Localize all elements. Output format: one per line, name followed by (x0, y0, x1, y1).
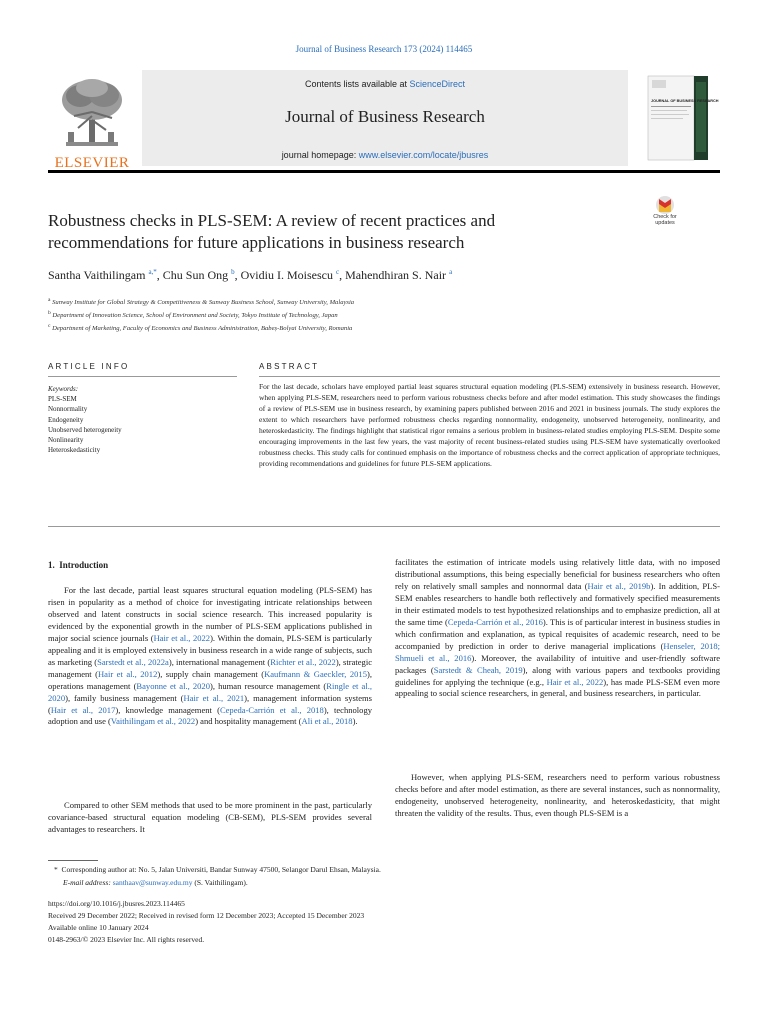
body-text: ), knowledge management ( (115, 704, 220, 715)
author-name[interactable]: Mahendhiran S. Nair (345, 268, 447, 282)
body-text: For the last decade, partial least squares structural equation modeling (PLS-SEM) has risen in popularity as a method of choice for investigating intricate relationships between observed and latent constructs in social science research. This increased popularity is evidenced by the exponential growth in the number of PLS-SEM applications published in major social science journals ( (48, 585, 372, 643)
publisher-wordmark: ELSEVIER (54, 155, 130, 171)
body-text: ), human resource management ( (209, 680, 327, 691)
citation-link[interactable]: Hair et al., 2022 (546, 676, 604, 687)
citation-link[interactable]: Hair et al., 2022 (153, 632, 211, 643)
keywords-label: Keywords: (48, 385, 79, 393)
citation-link[interactable]: Henseler, 2018; Shmueli et al., 2016 (395, 640, 720, 663)
body-text: ), family business management ( (65, 692, 184, 703)
body-text: ). Moreover, the availability of intuitive and user-friendly software packages ( (395, 652, 720, 675)
article-info-heading: ARTICLE INFO (48, 362, 130, 371)
affiliation-line (48, 308, 688, 321)
journal-citation-line[interactable]: Journal of Business Research 173 (2024) 114465 (295, 44, 473, 54)
author-name[interactable]: Ovidiu I. Moisescu (240, 268, 333, 282)
doi-link[interactable]: https://doi.org/10.1016/j.jbusres.2023.114465 (48, 899, 185, 908)
corresponding-author-note (54, 864, 714, 876)
citation-link[interactable]: Vaithilingam et al., 2022 (110, 716, 196, 727)
citation-link[interactable]: Richter et al., 2022 (270, 656, 336, 667)
cover-title: JOURNAL OF BUSINESS RESEARCH (651, 99, 719, 103)
section-title: Introduction (59, 560, 109, 570)
author-separator: , (156, 268, 163, 282)
body-right-column (395, 557, 720, 847)
affiliations (48, 295, 688, 335)
citation-link[interactable]: Ali et al., 2018 (301, 716, 353, 727)
masthead (48, 70, 720, 173)
received-dates: Received 29 December 2022; Received in revised form 12 December 2023; Accepted 15 December 2023 (48, 911, 365, 920)
crossmark-icon (646, 195, 684, 215)
body-left-column (48, 585, 372, 845)
affiliation-text: Sunway Institute for Global Strategy & Competitiveness & Sunway Business School, Sunway University, Malaysia (52, 299, 355, 307)
body-text: ), along with various papers and textbooks providing guidelines for applying the technique (e.g., (395, 664, 720, 687)
affiliation-mark: b (48, 310, 51, 317)
citation-link[interactable]: Hair et al., 2017 (50, 704, 116, 715)
affiliation-line (48, 321, 688, 334)
body-text: However, when applying PLS-SEM, researchers need to perform various robustness checks before and after model estimation, as there are several instances, such as nonnormality, endogeneity, unobserved heterogeneity, nonlinearity, and heteroskedasticity, that might threaten the validity of the results. Thus, even though PLS-SEM is a (395, 772, 720, 818)
homepage-link[interactable]: www.elsevier.com/locate/jbusres (358, 150, 489, 160)
homepage-prefix: journal homepage: (281, 150, 359, 160)
body-text: ), has made PLS-SEM even more appealing to social science researchers, in general, and business researchers, in particular. (395, 676, 720, 699)
journal-cover-thumbnail[interactable] (634, 72, 720, 164)
body-text: ) and hospitality management ( (195, 716, 302, 727)
keyword: Heteroskedasticity (48, 446, 101, 455)
asterisk-mark: * (54, 865, 62, 874)
abstract-heading: ABSTRACT (259, 362, 320, 371)
email-note (63, 877, 713, 889)
paragraph (395, 557, 720, 700)
citation-link[interactable]: Cepeda-Carrión et al., 2016 (447, 616, 543, 627)
affiliation-mark: c (48, 323, 51, 330)
copyright-line: 0148-2963/© 2023 Elsevier Inc. All rights reserved. (48, 935, 205, 944)
affiliation-text: Department of Marketing, Faculty of Economics and Business Administration, Babeș-Bolyai University, Romania (52, 325, 353, 333)
body-text: ), operations management ( (48, 668, 372, 691)
abstract-rule-bottom (48, 526, 720, 527)
journal-homepage (142, 150, 628, 160)
body-text: facilitates the estimation of intricate models using relatively little data, with no imposed distributional assumptions, this being especially beneficial for business researchers who often rely on relatively small samples and nonnormal data ( (395, 557, 720, 591)
keyword: PLS-SEM (48, 395, 77, 404)
body-text: Compared to other SEM methods that used to be more prominent in the past, particularly covariance-based structural equation modeling (CB-SEM), PLS-SEM provides several advantages to researchers. It (48, 800, 372, 834)
author-name[interactable]: Chu Sun Ong (162, 268, 229, 282)
available-online-date: Available online 10 January 2024 (48, 923, 149, 932)
paragraph (48, 800, 372, 836)
body-text: ). This is of particular interest in business studies in which confirmation and explanation, as typical requisites of academic research, need to be accompanied by prediction in order to derive managerial implications ( (395, 616, 721, 651)
citation-link[interactable]: Sarstedt & Cheah, 2019 (433, 664, 523, 675)
abstract-rule-top (259, 376, 720, 377)
section-number: 1. (48, 560, 55, 570)
author-affiliation-mark[interactable]: c (335, 268, 340, 276)
body-text: ), strategic management ( (48, 656, 372, 679)
author-separator: , (339, 268, 346, 282)
citation-link[interactable]: Ringle et al., 2020 (48, 680, 372, 703)
author-list (48, 268, 688, 283)
affiliation-text: Department of Innovation Science, School of Environment and Society, Tokyo Institute of Technology, Japan (52, 312, 338, 320)
elsevier-logo[interactable] (48, 76, 136, 170)
affiliation-line (48, 295, 688, 308)
citation-link[interactable]: Hair et al., 2021 (183, 692, 245, 703)
section-heading-introduction (48, 560, 108, 570)
affiliation-mark: a (48, 297, 51, 303)
footnote-rule (48, 860, 98, 861)
citation-link[interactable]: Cepeda-Carrión et al., 2018 (219, 704, 324, 715)
email-suffix: (S. Vaithilingam). (192, 878, 248, 887)
author-affiliation-mark[interactable]: a,* (148, 268, 157, 276)
citation-link[interactable]: Hair et al., 2019b (587, 580, 651, 591)
body-text: ), management information systems ( (48, 692, 372, 715)
citation-link[interactable]: Sarstedt et al., 2022a (97, 656, 169, 667)
body-text: ). In addition, PLS-SEM enables researchers to handle both reflectively and formatively specified measurements in their estimated models to test hypothesized relationships and to emphasize prediction, all at the same time ( (395, 580, 720, 627)
check-for-updates-label: Check for updates (653, 214, 677, 226)
author-affiliation-mark[interactable]: b (231, 268, 235, 276)
keyword: Nonlinearity (48, 436, 84, 445)
email-link[interactable]: santhaav@sunway.edu.my (112, 878, 193, 887)
check-for-updates-badge[interactable] (646, 195, 684, 231)
journal-band (142, 70, 628, 166)
paragraph (48, 585, 372, 728)
body-text: ), international management ( (168, 656, 271, 667)
body-text: ), technology adoption and use ( (48, 704, 372, 727)
contents-available (142, 79, 628, 89)
contents-prefix: Contents lists available at (304, 79, 410, 89)
author-name[interactable]: Santha Vaithilingam (48, 268, 146, 282)
body-text: ). Within the domain, PLS-SEM is particularly appealing and it is employed extensively in business research in a wide range of subjects, such as marketing ( (48, 632, 372, 667)
author-affiliation-mark[interactable]: a (449, 268, 453, 276)
abstract-text: For the last decade, scholars have employed partial least squares structural equation modeling (PLS-SEM) extensively in business research. However, when applying PLS-SEM, researchers need to perform various robustness checks before and after model estimation. This study showcases the findings of a review of PLS-SEM use in business research, by examining papers published between 2016 and 2021 in business journals. The study explores the extent to which researchers have performed robustness checks regarding nonnormality, endogeneity, unobserved heterogeneity, nonlinearity, and heteroskedasticity. The findings highlight that statistical rigor remains a serious problem in business-related studies employing PLS-SEM. Despite some encouraging improvements in the last few years, the vast majority of recent business-related studies using PLS-SEM have systematically overlooked robustness checks. This study calls for continued emphasis on the importance of robustness checks and the correct application of appropriate techniques, providing recommendations and guidelines for future PLS-SEM applications. (259, 382, 720, 468)
email-label: E-mail address: (63, 878, 113, 887)
keyword: Endogeneity (48, 415, 84, 424)
article-info-rule (48, 376, 237, 377)
citation-link[interactable]: Kaufmann & Gaeckler, 2015 (264, 668, 367, 679)
keywords-list (48, 394, 238, 455)
keywords-block (48, 384, 238, 455)
article-title: Robustness checks in PLS-SEM: A review of recent practices and recommendations for future applications in business research (48, 211, 496, 252)
corresponding-author-text: Corresponding author at: No. 5, Jalan Universiti, Bandar Sunway 47500, Selangor Darul Ehsan, Malaysia. (61, 865, 381, 874)
paragraph (395, 772, 720, 820)
elsevier-tree-icon (56, 76, 128, 150)
citation-link[interactable]: Hair et al., 2012 (98, 668, 158, 679)
sciencedirect-link[interactable]: ScienceDirect (409, 79, 466, 89)
journal-title[interactable]: Journal of Business Research (285, 107, 485, 126)
citation-link[interactable]: Bayonne et al., 2020 (136, 680, 210, 691)
keyword: Nonnormality (48, 405, 88, 414)
author-separator: , (234, 268, 241, 282)
body-text: ). (352, 716, 358, 727)
body-text: ), supply chain management ( (157, 668, 265, 679)
keyword: Unobserved heterogeneity (48, 425, 122, 434)
